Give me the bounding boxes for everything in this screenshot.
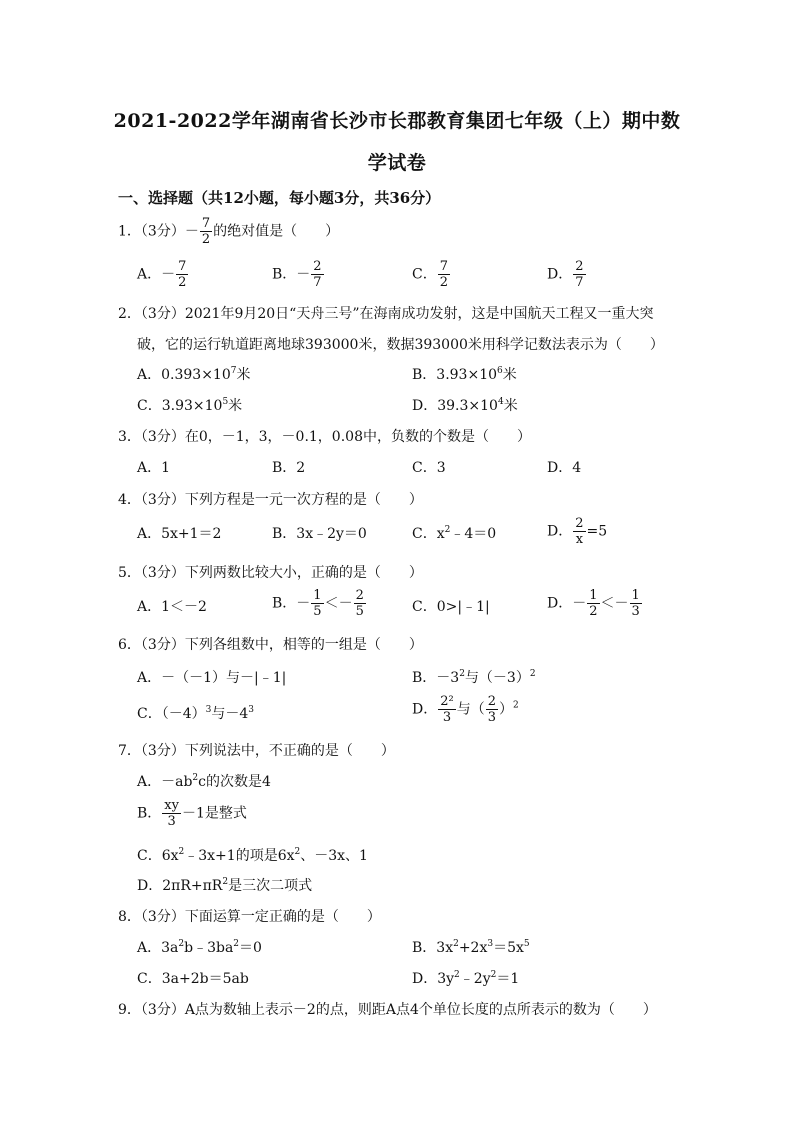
q3-option-a[interactable]: A．1 — [137, 460, 171, 476]
q7-option-d[interactable]: D．$2\pi R+\pi R^2$是三次二项式 — [137, 877, 313, 894]
question-6-stem: 6．（3分）下列各组数中，相等的一组是（ ） — [118, 637, 423, 653]
q8-option-c[interactable]: C．3a+2b＝5ab — [137, 971, 249, 987]
q4-option-a[interactable]: A．5x+1＝2 — [137, 526, 222, 542]
q3-option-c[interactable]: C．3 — [412, 460, 446, 476]
q8-option-d[interactable]: D．$3y^2﹣2y^2=1$ — [412, 970, 520, 987]
q6-option-a[interactable]: A．－（－1）与－|﹣1| — [137, 670, 287, 686]
exam-title-line2: 学试卷 — [367, 152, 427, 174]
question-8-stem: 8．（3分）下面运算一定正确的是（ ） — [118, 909, 381, 925]
question-7-stem: 7．（3分）下列说法中，不正确的是（ ） — [118, 743, 395, 759]
q7-option-a[interactable]: A．$-ab^2c$的次数是4 — [137, 773, 271, 790]
q6-option-c[interactable]: C．$(-4)^3$与$-4^3$ — [137, 705, 255, 722]
q3-option-b[interactable]: B．2 — [272, 460, 306, 476]
q5-option-b[interactable]: B．－ $\frac{1}{5}$ ＜－ $\frac{2}{5}$ — [272, 588, 364, 619]
q6-option-b[interactable]: B．$-3^2$与$(-3)^2$ — [412, 669, 536, 686]
q8-option-a[interactable]: A．$3a^2b﹣3ba^2=0$ — [137, 939, 262, 956]
q2-option-d[interactable]: D．$39.3\times 10^4$米 — [412, 397, 518, 414]
question-4-stem: 4．（3分）下列方程是一元一次方程的是（ ） — [118, 492, 423, 508]
q7-option-c[interactable]: C．$6x^2﹣3x+1$的项是$6x^2$、－3x、1 — [137, 847, 368, 864]
exam-title-line1: 2021-2022学年湖南省长沙市长郡教育集团七年级（上）期中数 — [113, 110, 681, 132]
question-2-stem-line2: 破，它的运行轨道距离地球393000米，数据393000米用科学记数法表示为（ ） — [137, 337, 664, 353]
q2-option-a[interactable]: A．$0.393\times 10^7$米 — [137, 366, 251, 383]
q4-option-b[interactable]: B．3x﹣2y＝0 — [272, 526, 367, 542]
q5-option-d[interactable]: D．－ $\frac{1}{2}$ ＜－ $\frac{1}{3}$ — [547, 588, 640, 619]
q1-option-a[interactable]: A．－ $\frac{7}{2}$ — [137, 259, 187, 290]
q8-option-b[interactable]: B．$3x^2+2x^3=5x^5$ — [412, 939, 530, 956]
q2-option-b[interactable]: B．$3.93\times 10^6$米 — [412, 366, 517, 383]
question-3-stem: 3．（3分）在0，－1，3，－0.1，0.08中，负数的个数是（ ） — [118, 429, 531, 445]
q1-option-c[interactable]: C． $\frac{7}{2}$ — [412, 259, 448, 290]
q6-option-d[interactable]: D． $\frac{\text{2²}}{3}$ 与（ $\frac{2}{3}$ ）$^2$ — [412, 694, 519, 725]
question-9-stem: 9．（3分）A点为数轴上表示－2的点，则距A点4个单位长度的点所表示的数为（ ） — [118, 1002, 657, 1018]
q5-option-c[interactable]: C．0>|﹣1| — [412, 599, 490, 615]
q4-option-d[interactable]: D． $\frac{2}{x}$ =5 — [547, 516, 608, 547]
q5-option-a[interactable]: A．1＜－2 — [137, 599, 207, 615]
q2-option-c[interactable]: C．$3.93\times 10^5$米 — [137, 397, 243, 414]
q1-option-d[interactable]: D． $\frac{2}{7}$ — [547, 259, 584, 290]
section-heading: 一、选择题（共12小题，每小题3分，共36分） — [118, 189, 441, 207]
q3-option-d[interactable]: D．4 — [547, 460, 582, 476]
q4-option-c[interactable]: C．$x^2﹣4=0$ — [412, 525, 497, 542]
q7-option-b[interactable]: B． $\frac{xy}{3}$ －1是整式 — [137, 798, 247, 829]
fraction: $\frac{7}{2}$ — [201, 216, 211, 247]
q1-option-b[interactable]: B．－ $\frac{2}{7}$ — [272, 259, 322, 290]
question-1-stem: 1．（3分）－ $\frac{7}{2}$ 的绝对值是（ ） — [118, 216, 340, 247]
question-2-stem-line1: 2．（3分）2021年9月20日“天舟三号”在海南成功发射，这是中国航天工程又一重大突 — [118, 306, 654, 322]
question-5-stem: 5．（3分）下列两数比较大小，正确的是（ ） — [118, 565, 423, 581]
